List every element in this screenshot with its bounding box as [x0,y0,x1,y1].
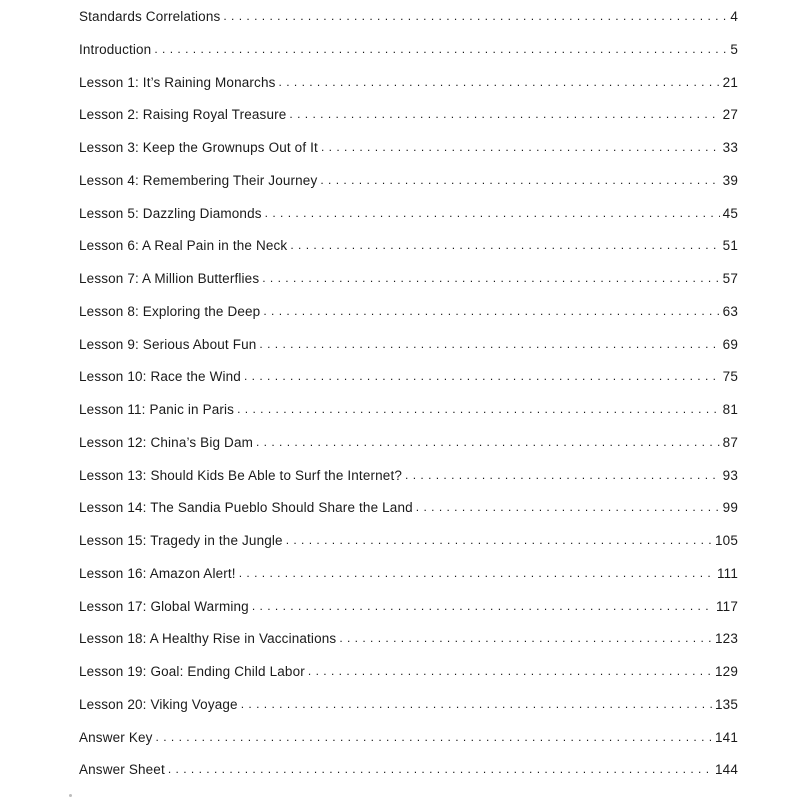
toc-entry-page-number: 135 [715,696,738,712]
toc-entry-title: Lesson 13: Should Kids Be Able to Surf the Internet? [79,467,403,483]
toc-entry-title: Answer Key [79,729,153,745]
toc-entry-page-number: 21 [722,74,738,90]
toc-entry-page-number: 105 [715,533,738,548]
dot-leader [168,762,712,776]
dot-leader [259,337,719,351]
toc-entry-title: Standards Correlations [79,9,221,24]
toc-entry-page-number: 75 [722,369,738,385]
dot-leader [290,238,719,252]
toc-entry-page-number: 123 [715,631,738,647]
toc-entry [79,566,738,599]
dot-leader [244,369,720,383]
toc-entry-page-number: 51 [722,238,738,254]
dot-leader [237,402,720,416]
toc-entry-page-number: 99 [722,500,738,516]
dot-leader [239,566,714,580]
toc-entry [79,468,738,501]
toc-entry-page-number: 45 [722,205,738,221]
toc-entry [79,304,738,337]
toc-entry-title: Lesson 14: The Sandia Pueblo Should Share the Land [79,500,413,516]
toc-entry [79,369,738,402]
toc-entry-title: Lesson 19: Goal: Ending Child Labor [79,664,305,679]
toc-entry [79,500,738,533]
toc-entry [79,271,738,304]
toc-entry [79,107,738,140]
toc-entry [79,9,738,42]
toc-entry [79,75,738,108]
dot-leader [256,435,720,449]
toc-entry [79,140,738,173]
toc-entry-title: Lesson 12: China’s Big Dam [79,434,253,450]
toc-entry [79,337,738,370]
table-of-contents [79,9,738,795]
toc-entry [79,42,738,75]
toc-entry-page-number: 27 [722,107,738,123]
toc-entry-title: Lesson 9: Serious About Fun [79,336,257,352]
toc-entry [79,435,738,468]
toc-entry-title: Lesson 16: Amazon Alert! [79,565,236,581]
toc-entry-page-number: 111 [717,565,738,581]
toc-entry-title: Lesson 1: It’s Raining Monarchs [79,74,276,90]
toc-entry [79,402,738,435]
dot-leader [286,533,712,547]
dot-leader [339,631,712,645]
toc-entry-title: Lesson 2: Raising Royal Treasure [79,107,287,123]
toc-entry-title: Lesson 8: Exploring the Deep [79,303,261,319]
toc-entry-title: Lesson 3: Keep the Grownups Out of It [79,140,318,155]
toc-entry [79,533,738,566]
toc-entry-title: Lesson 20: Viking Voyage [79,696,238,712]
toc-entry-title: Lesson 7: A Million Butterflies [79,271,260,286]
toc-entry-title: Lesson 15: Tragedy in the Jungle [79,533,283,548]
toc-entry-page-number: 63 [722,303,738,319]
toc-entry-page-number: 93 [722,467,738,483]
toc-entry-page-number: 5 [730,41,738,57]
toc-entry-title: Lesson 5: Dazzling Diamonds [79,205,262,221]
dot-leader [241,697,712,711]
dot-leader [252,599,713,613]
toc-entry-page-number: 144 [715,762,738,778]
dot-leader [308,664,712,678]
dot-leader [154,42,727,56]
dot-leader [265,206,720,220]
toc-entry [79,238,738,271]
dot-leader [320,173,719,187]
toc-entry [79,697,738,730]
dot-leader [289,107,719,121]
toc-entry-title: Answer Sheet [79,762,165,778]
toc-entry-page-number: 141 [715,729,738,745]
toc-entry-page-number: 129 [715,664,738,679]
toc-entry-page-number: 33 [722,140,738,155]
dot-leader [156,730,712,744]
dot-leader [223,9,727,23]
toc-entry-title: Lesson 4: Remembering Their Journey [79,172,318,188]
dot-leader [416,500,720,514]
toc-entry-page-number: 4 [730,9,738,24]
toc-entry-page-number: 87 [722,434,738,450]
dot-leader [405,468,720,482]
dot-leader [262,271,719,285]
toc-entry [79,599,738,632]
toc-entry-title: Lesson 17: Global Warming [79,598,249,614]
dot-leader [321,140,720,154]
toc-entry-page-number: 69 [722,336,738,352]
toc-entry-page-number: 57 [722,271,738,286]
toc-entry [79,173,738,206]
toc-entry-page-number: 117 [716,598,738,614]
toc-entry-title: Lesson 6: A Real Pain in the Neck [79,238,288,254]
toc-entry [79,762,738,795]
toc-entry-title: Introduction [79,41,152,57]
toc-entry [79,206,738,239]
dot-leader [263,304,719,318]
toc-entry [79,631,738,664]
toc-entry [79,730,738,763]
toc-entry-title: Lesson 10: Race the Wind [79,369,241,385]
toc-entry [79,664,738,697]
toc-entry-title: Lesson 11: Panic in Paris [79,402,235,417]
page-edge-mark [69,794,72,797]
toc-entry-page-number: 39 [722,172,738,188]
toc-entry-title: Lesson 18: A Healthy Rise in Vaccinations [79,631,337,647]
toc-entry-page-number: 81 [722,402,738,417]
dot-leader [279,75,720,89]
